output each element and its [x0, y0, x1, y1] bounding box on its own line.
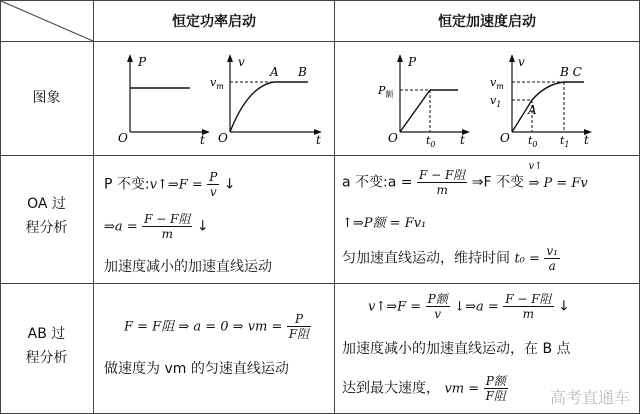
oa-accel-line1 [342, 160, 588, 197]
graph-vt-const-accel [488, 52, 600, 149]
ab-accel-frac3: $\frac{\text{P额}}{\text{F阻}}$ [485, 374, 506, 403]
graph4-o-label: O [500, 131, 510, 145]
ab-accel-frac2: $\frac{\text{F − F阻}}{m}$ [505, 292, 552, 321]
graph3-o-label: O [388, 131, 398, 145]
row-label-oa [0, 192, 93, 240]
oa-accel-line1-prefix: a 不变:a = [342, 174, 413, 191]
graph4-t0-label: $t_0$ [528, 134, 538, 149]
oa-power-line1-suffix: ↓ [223, 176, 236, 193]
oa-accel-line3-prefix: 匀加速直线运动，维持时间 [342, 250, 510, 267]
graph2-t-label: t [316, 133, 321, 147]
row-label-graph: 图象 [32, 90, 61, 106]
row-label-ab-line1: AB 过 [27, 326, 66, 342]
ab-power-line1 [124, 312, 311, 341]
col-divider-2 [334, 0, 335, 414]
oa-accel-line2: ↑⇒P额 = Fv₁ [342, 216, 427, 231]
oa-power-line2 [104, 212, 209, 241]
oa-accel-line3 [342, 244, 560, 273]
graph-pt-const-power [112, 52, 212, 147]
row-divider-2 [0, 155, 640, 156]
graph4-bc-label: B C [560, 65, 582, 79]
graph2-vm-label: $v_m$ [210, 76, 224, 91]
graph3-p-label: P [408, 55, 417, 69]
ab-power-frac1: $\frac{P}{\text{F阻}}$ [288, 312, 310, 341]
oa-power-frac2: $\frac{\text{F − F阻}}{m}$ [144, 212, 191, 241]
oa-accel-frac1: $\frac{\text{F − F阻}}{m}$ [418, 168, 466, 197]
ab-accel-line1 [368, 292, 570, 321]
watermark: 高考直通车 [549, 388, 630, 407]
oa-accel-line3-math: t₀ = [514, 251, 540, 267]
oa-power-line3: 加速度减小的加速直线运动 [104, 259, 272, 275]
graph4-vm-label: $v_m$ [490, 76, 504, 91]
row-label-ab [0, 322, 93, 370]
ab-accel-frac1: $\frac{\text{P额}}{v}$ [427, 292, 448, 321]
graph1-o-label: O [118, 131, 128, 145]
graph4-v1-label: $v_1$ [490, 94, 502, 109]
ab-accel-line2: 加速度减小的加速直线运动，在 B 点 [342, 341, 571, 357]
graph4-v-label: v [518, 55, 525, 69]
ab-accel-line1-suffix: ↓ [557, 298, 570, 315]
row-divider-1 [0, 41, 640, 42]
header-const-power: 恒定功率启动 [172, 14, 256, 30]
graph1-p-label: P [138, 55, 147, 69]
oa-accel-frac3: $\frac{\text{v₁}}{a}$ [546, 244, 558, 273]
ab-accel-line3 [342, 374, 508, 403]
row-label-oa-line1: OA 过 [27, 196, 66, 212]
graph3-t0-label: $t_0$ [426, 134, 436, 149]
graph3-t-label: t [460, 133, 465, 147]
oa-power-line1 [104, 170, 236, 199]
graph2-o-label: O [218, 131, 228, 145]
row-label-oa-line2: 程分析 [25, 220, 68, 236]
ab-power-line1-math: F = F阻 ⇒ a = 0 ⇒ vm = [124, 319, 283, 335]
graph4-t1-label: $t_1$ [560, 134, 570, 149]
oa-power-line2-suffix: ↓ [196, 218, 209, 235]
row-divider-3 [0, 283, 640, 284]
ab-accel-line3-math: vm = [444, 381, 480, 397]
graph4-t-label: t [584, 133, 589, 147]
row-label-ab-line2: 程分析 [25, 350, 68, 366]
oa-power-line1-math: v↑⇒F = [149, 177, 203, 193]
graph2-b-label: B [298, 65, 307, 79]
ab-accel-line1-prefix: v↑⇒F = [368, 299, 422, 315]
oa-power-line1-prefix: P 不变: [104, 176, 150, 193]
graph2-v-label: v [238, 55, 245, 69]
graph2-a-label: A [270, 65, 279, 79]
oa-accel-line1-mid: ⇒F 不变 [471, 174, 524, 191]
ab-accel-line3-prefix: 达到最大速度， [342, 380, 440, 397]
oa-power-frac1: $\frac{P}{v}$ [209, 170, 218, 199]
ab-power-line2: 做速度为 vm 的匀速直线运动 [104, 361, 289, 377]
graph-pt-const-accel [372, 52, 476, 149]
graph3-pe-label: $P_额$ [378, 84, 394, 99]
oa-accel-arrow-note: v↑ [528, 160, 543, 172]
graph-vt-const-power [208, 52, 326, 147]
oa-power-line2-prefix: ⇒a = [104, 219, 138, 235]
table-border-top [0, 0, 640, 1]
graph4-a-label: A [528, 103, 537, 117]
header-diagonal [0, 0, 94, 42]
col-divider-1 [93, 0, 94, 414]
graph1-t-label: t [200, 133, 205, 147]
oa-accel-line1-suffix: ⇒ P = Fv [528, 175, 588, 191]
ab-accel-line1-mid: ↓⇒a = [454, 299, 499, 315]
header-const-accel: 恒定加速度启动 [438, 14, 536, 30]
